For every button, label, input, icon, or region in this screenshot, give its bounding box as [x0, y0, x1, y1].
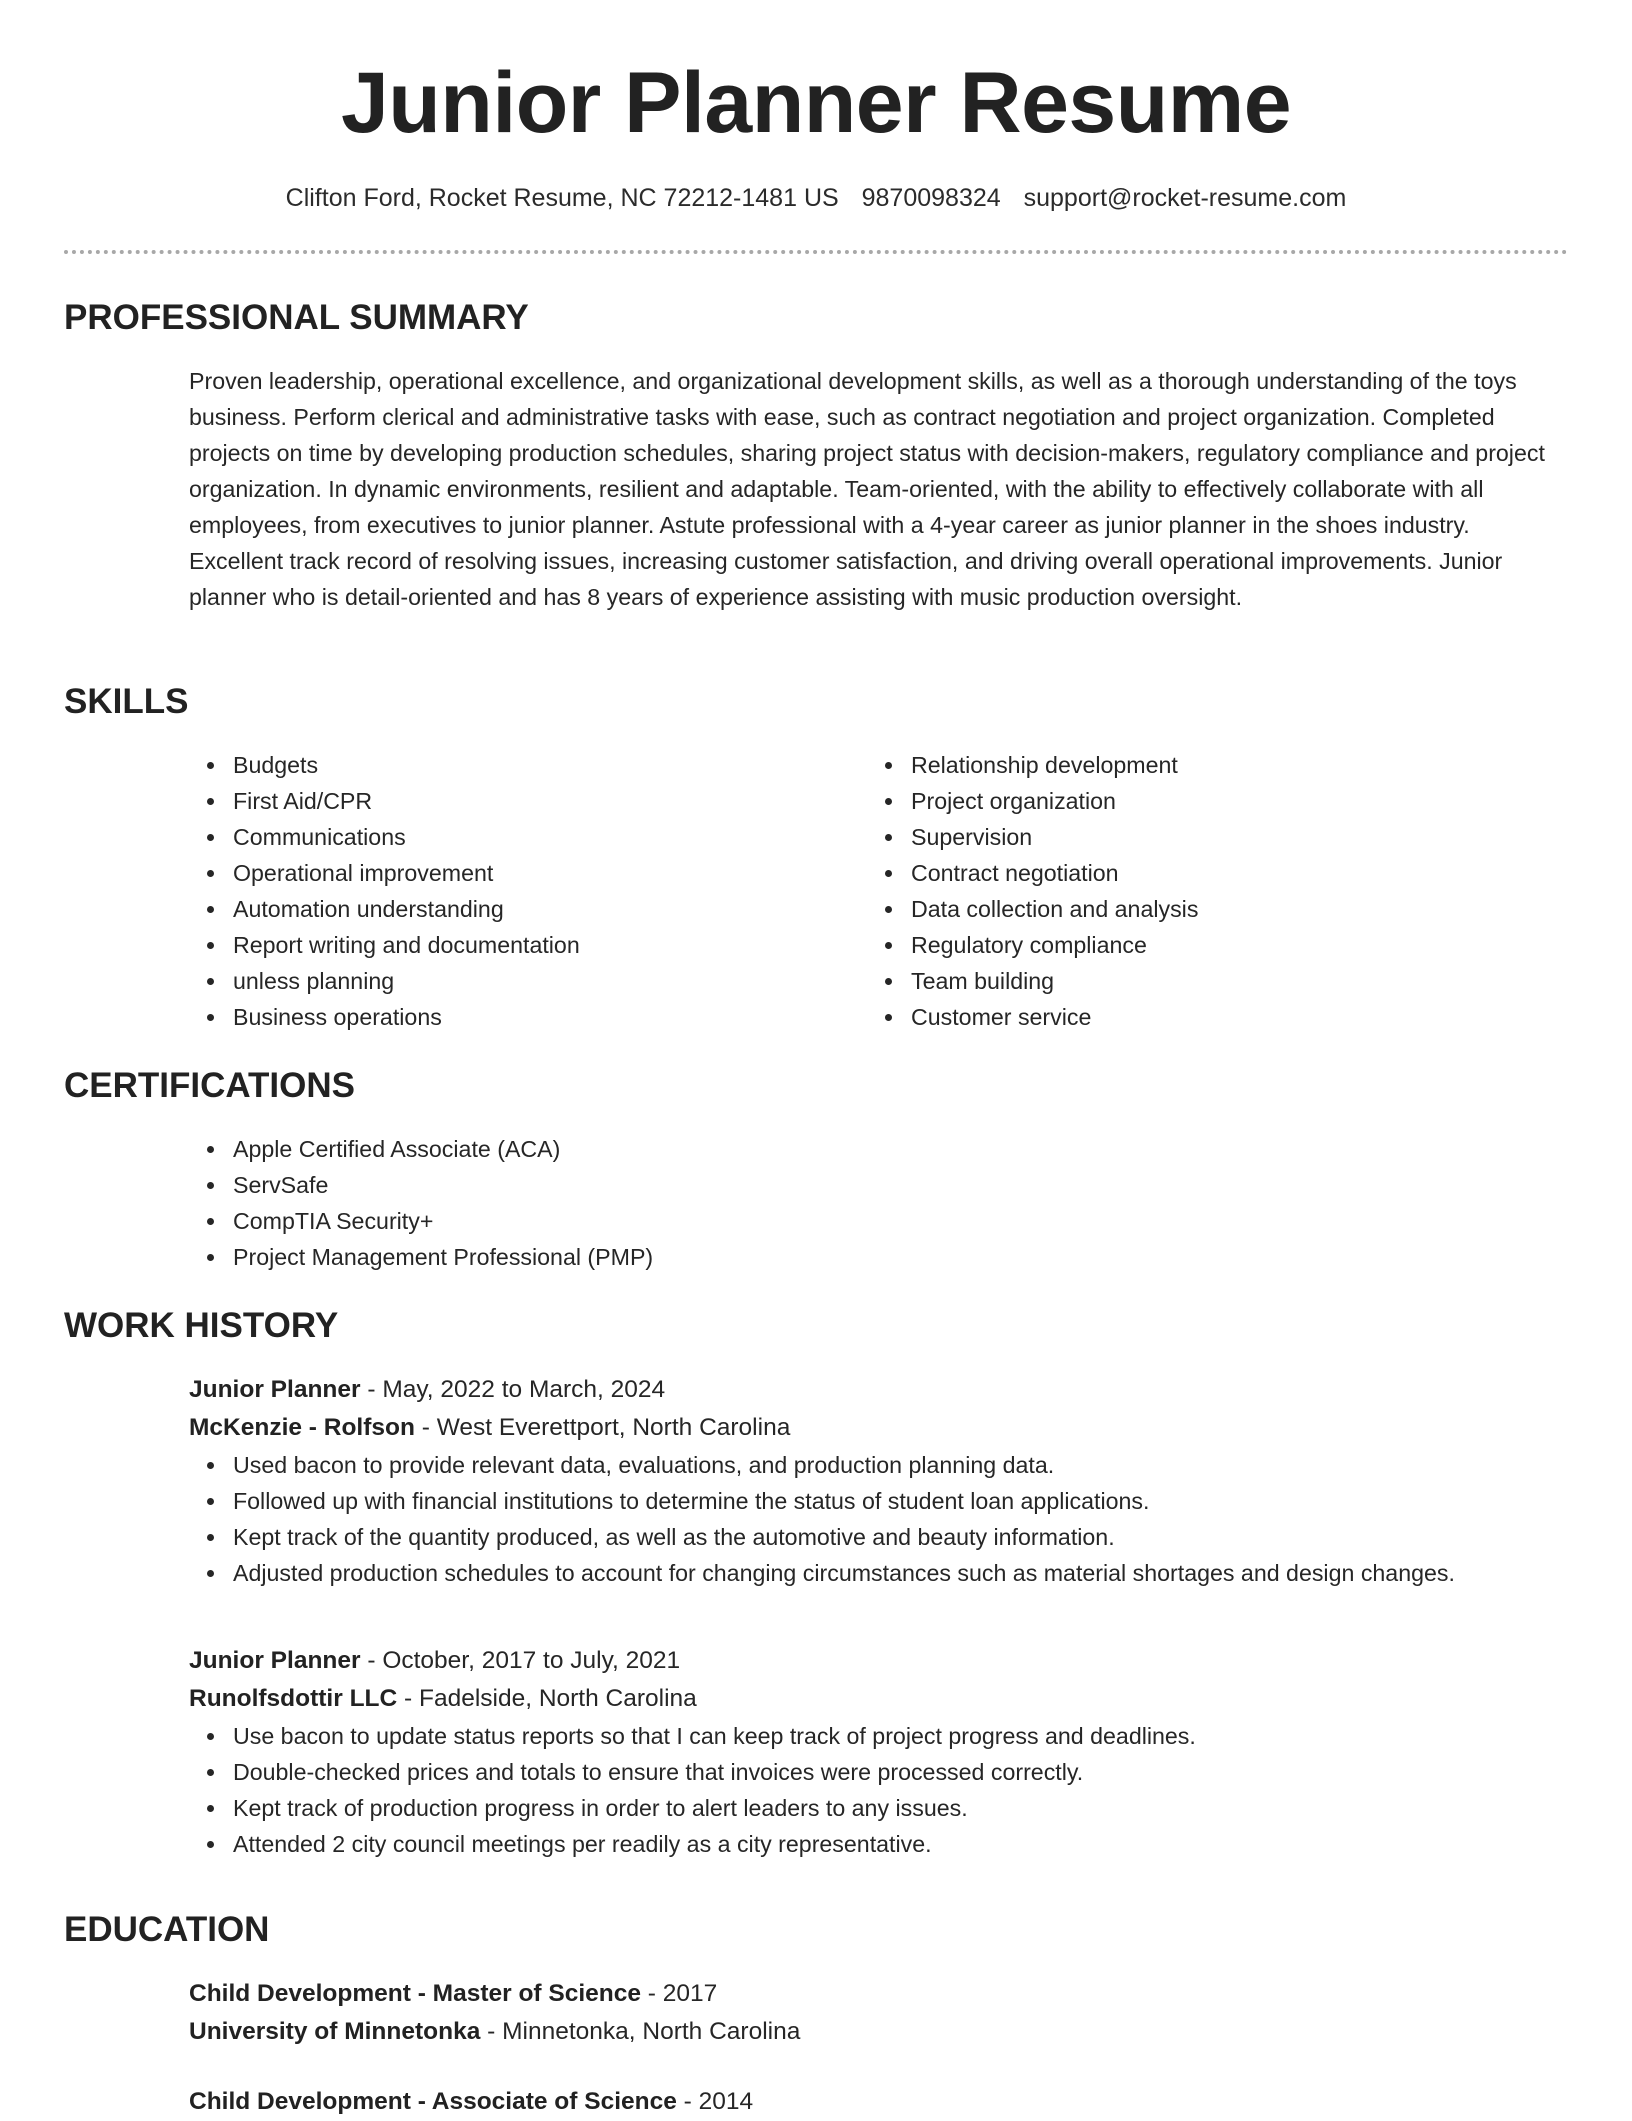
- bullet-dot: [885, 798, 892, 805]
- job-duty: Double-checked prices and totals to ensure that invoices were processed correctly.: [189, 1754, 1567, 1790]
- education-school: University of Minnetonka: [189, 2018, 481, 2045]
- section-title-summary: PROFESSIONAL SUMMARY: [64, 298, 529, 337]
- education-degree-line: [189, 2083, 1567, 2121]
- bullet-dot: [207, 798, 214, 805]
- skill-item: Regulatory compliance: [867, 927, 1545, 963]
- bullet-dot: [207, 1146, 214, 1153]
- education-entry: [189, 1975, 1567, 2051]
- skill-item: Supervision: [867, 819, 1545, 855]
- skill-item: Project organization: [867, 783, 1545, 819]
- certification-item: Project Management Professional (PMP): [189, 1239, 1567, 1275]
- education-degree: Child Development - Master of Science: [189, 1980, 641, 2007]
- job-duty: Adjusted production schedules to account for changing circumstances such as material shortages and design changes.: [189, 1555, 1567, 1591]
- job-company-line: [189, 1680, 1567, 1718]
- job-dates: - October, 2017 to July, 2021: [360, 1647, 681, 1674]
- section-title-work-history: WORK HISTORY: [64, 1306, 339, 1345]
- education-degree: Child Development - Associate of Science: [189, 2088, 677, 2115]
- bullet-dot: [885, 762, 892, 769]
- job-title-line: [189, 1371, 1567, 1409]
- bullet-dot: [207, 762, 214, 769]
- job-duty: Kept track of production progress in order to alert leaders to any issues.: [189, 1790, 1567, 1826]
- skill-item: Report writing and documentation: [189, 927, 867, 963]
- skill-item: Automation understanding: [189, 891, 867, 927]
- education-location: - Minnetonka, North Carolina: [480, 2018, 801, 2045]
- skill-item: First Aid/CPR: [189, 783, 867, 819]
- skill-item: Customer service: [867, 999, 1545, 1035]
- job-duty: Used bacon to provide relevant data, evaluations, and production planning data.: [189, 1447, 1567, 1483]
- skill-item: Business operations: [189, 999, 867, 1035]
- job-location: - West Everettport, North Carolina: [414, 1414, 791, 1441]
- education-entry: [189, 2083, 1567, 2121]
- bullet-dot: [207, 942, 214, 949]
- bullet-dot: [207, 906, 214, 913]
- certifications-block: [189, 1131, 1567, 1275]
- skill-item: Operational improvement: [189, 855, 867, 891]
- certifications-list: [189, 1131, 1567, 1275]
- job-location: - Fadelside, North Carolina: [397, 1685, 697, 1712]
- section-title-education: EDUCATION: [64, 1910, 270, 1949]
- work-entry: [189, 1642, 1567, 1862]
- certification-item: ServSafe: [189, 1167, 1567, 1203]
- job-duties-list: [189, 1718, 1567, 1862]
- job-duty: Use bacon to update status reports so that I can keep track of project progress and deadlines.: [189, 1718, 1567, 1754]
- bullet-dot: [207, 1498, 214, 1505]
- bullet-dot: [207, 870, 214, 877]
- job-duty: Kept track of the quantity produced, as well as the automotive and beauty information.: [189, 1519, 1567, 1555]
- skills-list-right: [867, 747, 1545, 1035]
- job-company-line: [189, 1409, 1567, 1447]
- bullet-dot: [207, 1769, 214, 1776]
- bullet-dot: [207, 1182, 214, 1189]
- education-degree-line: [189, 1975, 1567, 2013]
- skills-list-left: [189, 747, 867, 1035]
- bullet-dot: [207, 1570, 214, 1577]
- summary-block: [189, 363, 1567, 615]
- skill-item: Data collection and analysis: [867, 891, 1545, 927]
- contact-phone: 9870098324: [861, 184, 1001, 212]
- bullet-dot: [207, 1534, 214, 1541]
- contact-email: support@rocket-resume.com: [1023, 184, 1347, 212]
- bullet-dot: [207, 834, 214, 841]
- bullet-dot: [207, 1805, 214, 1812]
- section-title-skills: SKILLS: [64, 682, 189, 721]
- skills-columns: [189, 747, 1567, 1035]
- job-duties-list: [189, 1447, 1567, 1591]
- resume-title: Junior Planner Resume: [340, 55, 1292, 151]
- bullet-dot: [885, 1014, 892, 1021]
- bullet-dot: [885, 870, 892, 877]
- education-year: - 2014: [676, 2088, 754, 2115]
- bullet-dot: [207, 978, 214, 985]
- job-duty: Attended 2 city council meetings per readily as a city representative.: [189, 1826, 1567, 1862]
- skill-item: Team building: [867, 963, 1545, 999]
- work-entry: [189, 1371, 1567, 1591]
- certification-item: Apple Certified Associate (ACA): [189, 1131, 1567, 1167]
- job-duty: Followed up with financial institutions to determine the status of student loan applications.: [189, 1483, 1567, 1519]
- skill-item: Relationship development: [867, 747, 1545, 783]
- job-title-line: [189, 1642, 1567, 1680]
- contact-line: [0, 178, 1632, 218]
- skill-item: Communications: [189, 819, 867, 855]
- job-dates: - May, 2022 to March, 2024: [360, 1376, 666, 1403]
- job-title: Junior Planner: [189, 1376, 361, 1403]
- bullet-dot: [207, 1014, 214, 1021]
- education-year: - 2017: [641, 1980, 718, 2007]
- header-divider: [64, 250, 1568, 254]
- skill-item: unless planning: [189, 963, 867, 999]
- skill-item: Contract negotiation: [867, 855, 1545, 891]
- bullet-dot: [885, 942, 892, 949]
- job-company: McKenzie - Rolfson: [189, 1414, 415, 1441]
- bullet-dot: [207, 1254, 214, 1261]
- certification-item: CompTIA Security+: [189, 1203, 1567, 1239]
- bullet-dot: [885, 906, 892, 913]
- bullet-dot: [207, 1462, 214, 1469]
- bullet-dot: [207, 1841, 214, 1848]
- contact-address: Clifton Ford, Rocket Resume, NC 72212-1481 US: [285, 184, 839, 212]
- bullet-dot: [207, 1218, 214, 1225]
- skills-block: [189, 747, 1567, 1035]
- education-school-line: [189, 2013, 1567, 2051]
- bullet-dot: [885, 978, 892, 985]
- job-title: Junior Planner: [189, 1647, 361, 1674]
- bullet-dot: [885, 834, 892, 841]
- section-title-certifications: CERTIFICATIONS: [64, 1066, 356, 1105]
- bullet-dot: [207, 1733, 214, 1740]
- skill-item: Budgets: [189, 747, 867, 783]
- summary-text: Proven leadership, operational excellence, and organizational development skills, as well as a thorough understanding of the toys business. Perform clerical and administrative tasks with ease, such as contract negotiation and project organization. Completed projects on time by developing production schedules, sharing project status with decision-makers, regulatory compliance and project organization. In dynamic environments, resilient and adaptable. Team-oriented, with the ability to effectively collaborate with all employees, from executives to junior planner. Astute professional with a 4-year career as junior planner in the shoes industry. Excellent track record of resolving issues, increasing customer satisfaction, and driving overall operational improvements. Junior planner who is detail-oriented and has 8 years of experience assisting with music production oversight.: [189, 368, 1545, 610]
- job-company: Runolfsdottir LLC: [189, 1685, 398, 1712]
